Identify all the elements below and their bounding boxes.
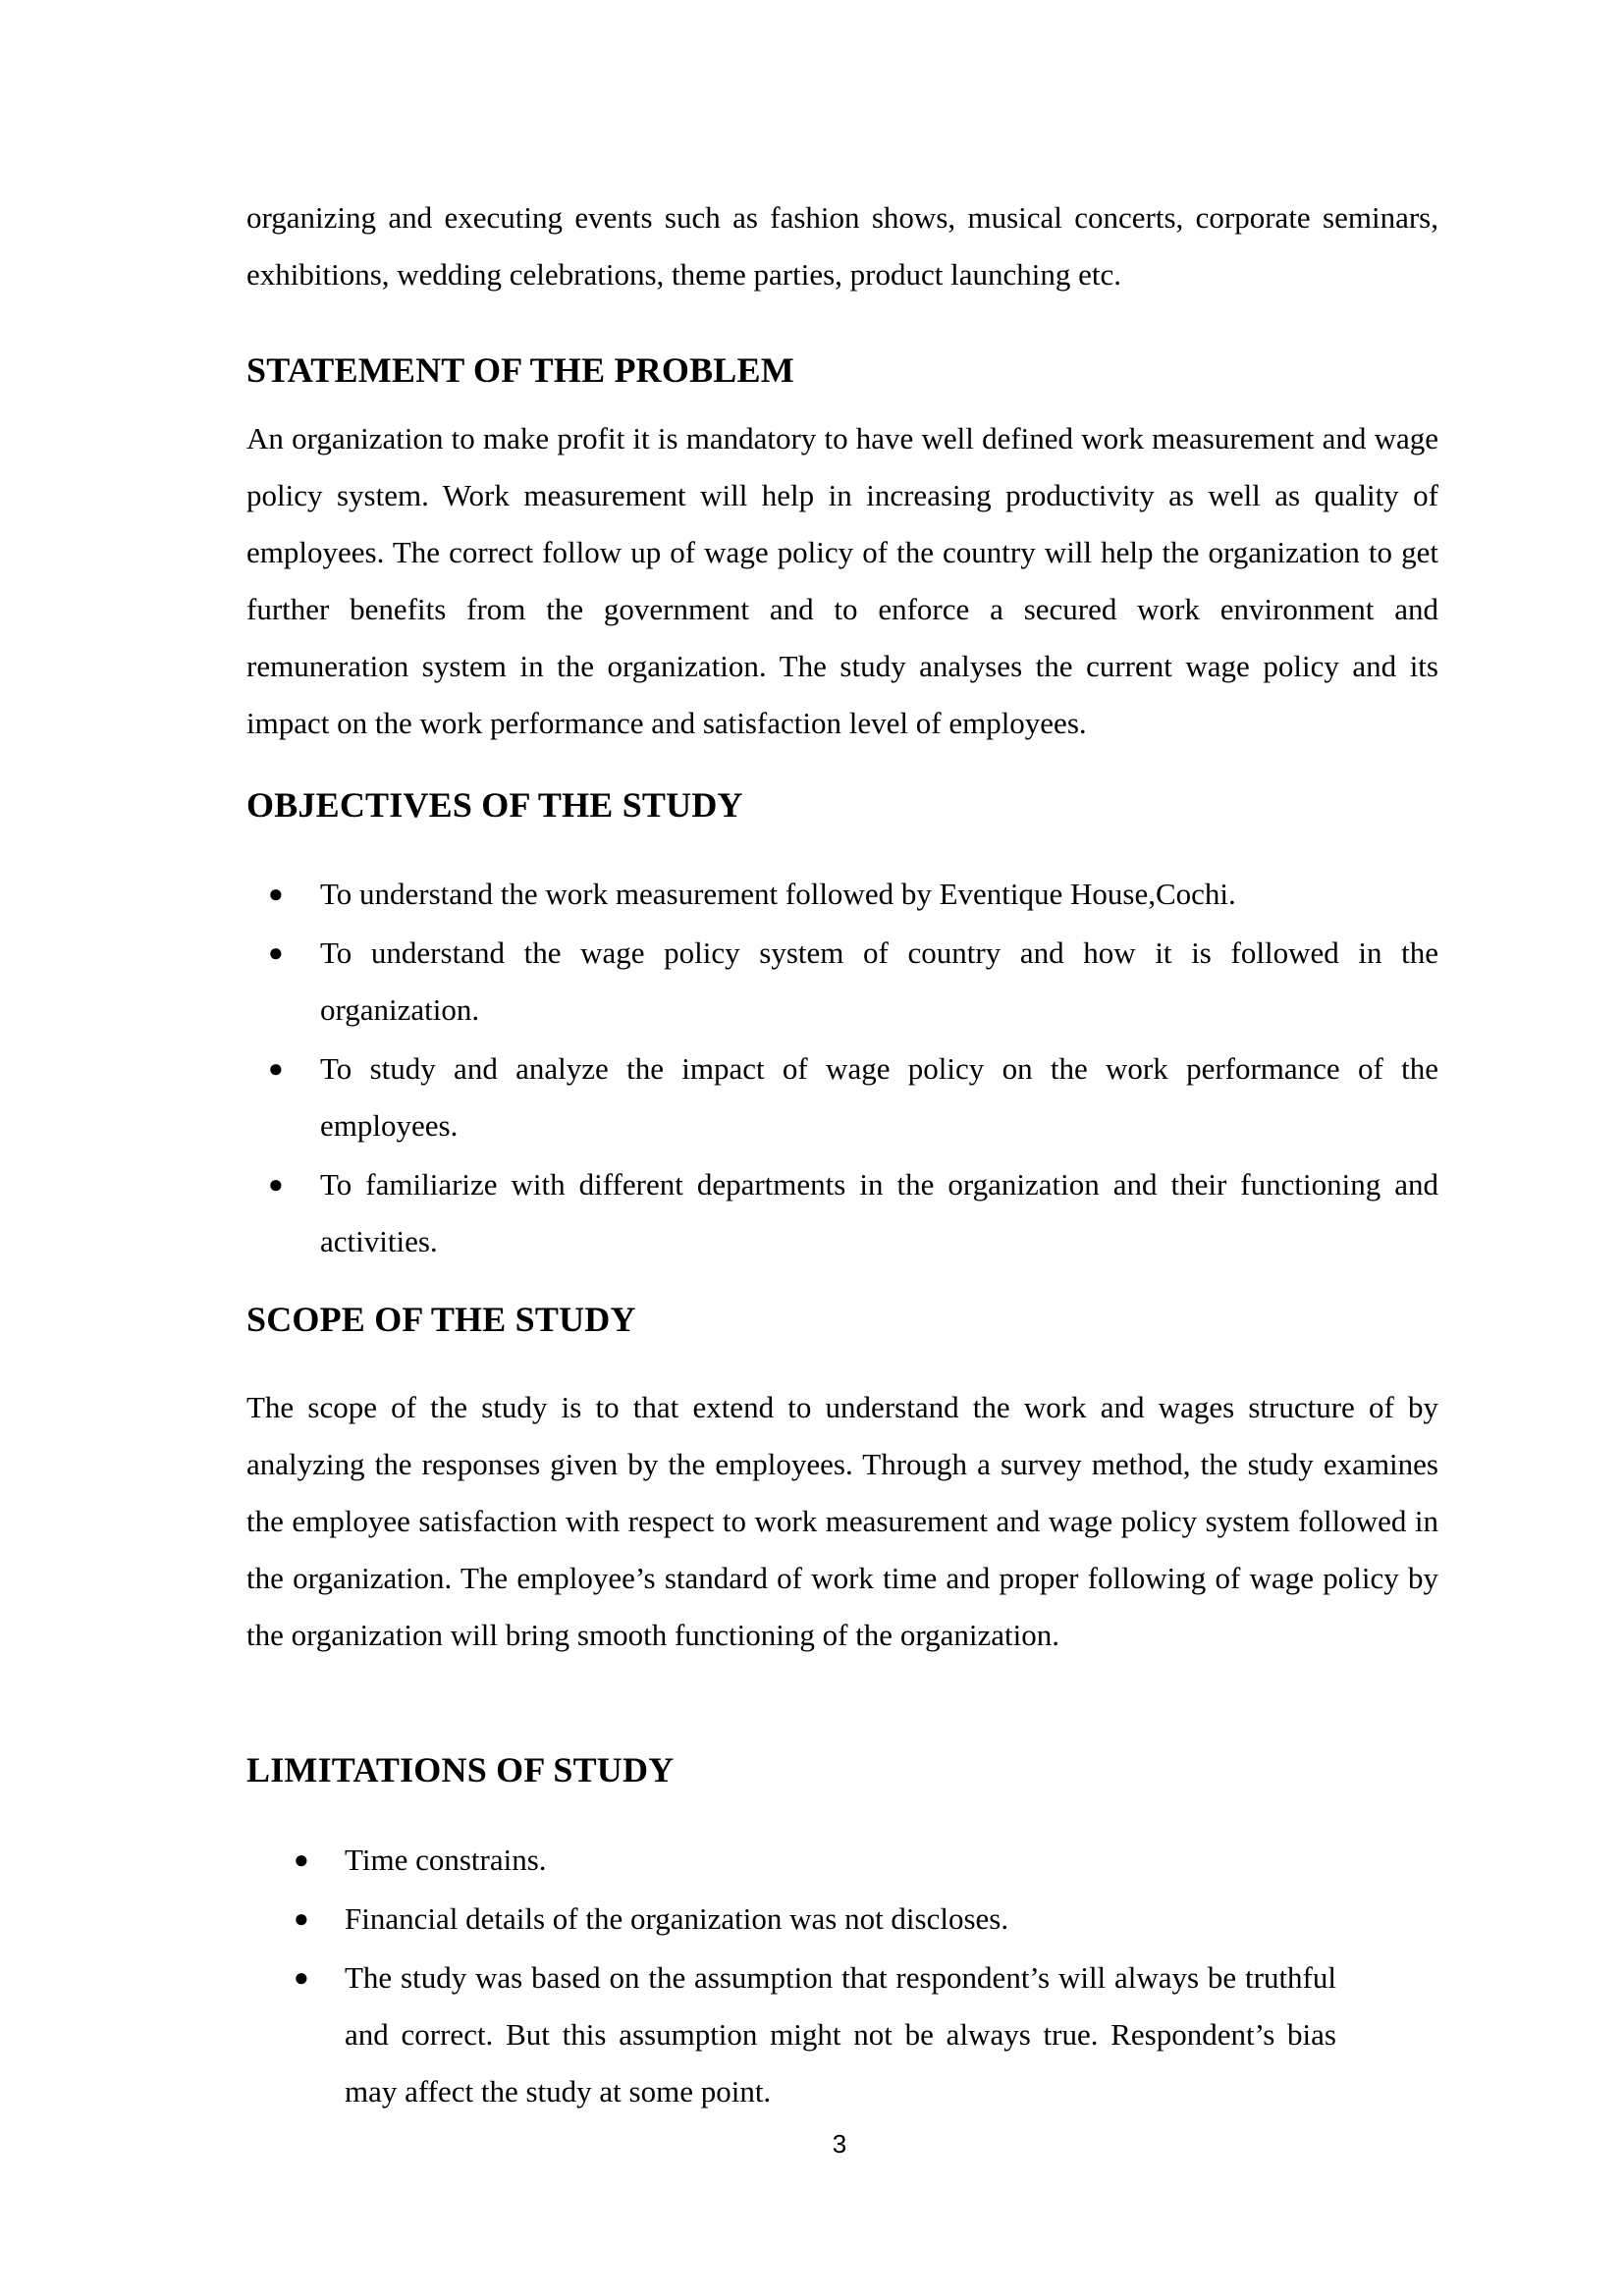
limitation-item: ● Financial details of the organization was not discloses.	[246, 1891, 1336, 1948]
bullet-icon: ●	[294, 1904, 309, 1933]
objective-item: ● To familiarize with different departments in the organization and their functioning and activities.	[246, 1156, 1438, 1270]
bullet-icon: ●	[268, 938, 284, 967]
objective-item: ● To understand the work measurement followed by Eventique House,Cochi.	[246, 866, 1438, 923]
objective-item: ● To understand the wage policy system of country and how it is followed in the organization.	[246, 925, 1438, 1039]
bullet-icon: ●	[268, 1170, 284, 1199]
bullet-icon: ●	[268, 1054, 284, 1083]
limitations-section	[246, 1748, 1438, 1791]
objective-item: ● To study and analyze the impact of wage policy on the work performance of the employees.	[246, 1041, 1438, 1154]
objectives-list	[246, 866, 1438, 1270]
intro-paragraph: organizing and executing events such as fashion shows, musical concerts, corporate seminars, exhibitions, wedding celebrations, theme parties, product launching etc.	[246, 200, 1438, 292]
objectives-section	[246, 783, 1438, 827]
bullet-icon: ●	[294, 1845, 309, 1874]
bullet-icon: ●	[268, 880, 284, 908]
problem-paragraph: An organization to make profit it is mandatory to have well defined work measurement and wage policy system. Work measurement will help in increasing productivity as well as quality of employees. The correct follow up of wage policy of the country will help the organization to get further benefits from the government and to enforce a secured work environment and remuneration system in the organization. The study analyses the current wage policy and its impact on the work performance and satisfaction level of employees.	[246, 421, 1438, 740]
objectives-body	[246, 866, 1438, 1272]
objectives-heading: OBJECTIVES OF THE STUDY	[246, 785, 743, 825]
scope-heading: SCOPE OF THE STUDY	[246, 1300, 636, 1339]
scope-body	[246, 1379, 1438, 1664]
problem-body	[246, 410, 1438, 752]
scope-paragraph: The scope of the study is to that extend to understand the work and wages structure of by analyzing the responses given by the employees. Through a survey method, the study examines the employee satisfaction with respect to work measurement and wage policy system followed in the organization. The employee’s standard of work time and proper following of wage policy by the organization will bring smooth functioning of the organization.	[246, 1390, 1438, 1652]
limitations-list	[246, 1832, 1336, 2120]
problem-section	[246, 348, 1438, 392]
page-number: 3	[832, 2129, 847, 2159]
limitations-body	[246, 1832, 1438, 2122]
limitations-heading: LIMITATIONS OF STUDY	[246, 1750, 675, 1789]
intro-section	[246, 189, 1438, 303]
scope-section	[246, 1298, 1438, 1341]
limitation-item: ● The study was based on the assumption that respondent’s will always be truthful and correct. But this assumption might not be always true. Respondent’s bias may affect the study at some point.	[246, 1949, 1336, 2120]
bullet-icon: ●	[294, 1963, 309, 1992]
limitation-item: ● Time constrains.	[246, 1832, 1336, 1889]
problem-heading: STATEMENT OF THE PROBLEM	[246, 350, 794, 390]
